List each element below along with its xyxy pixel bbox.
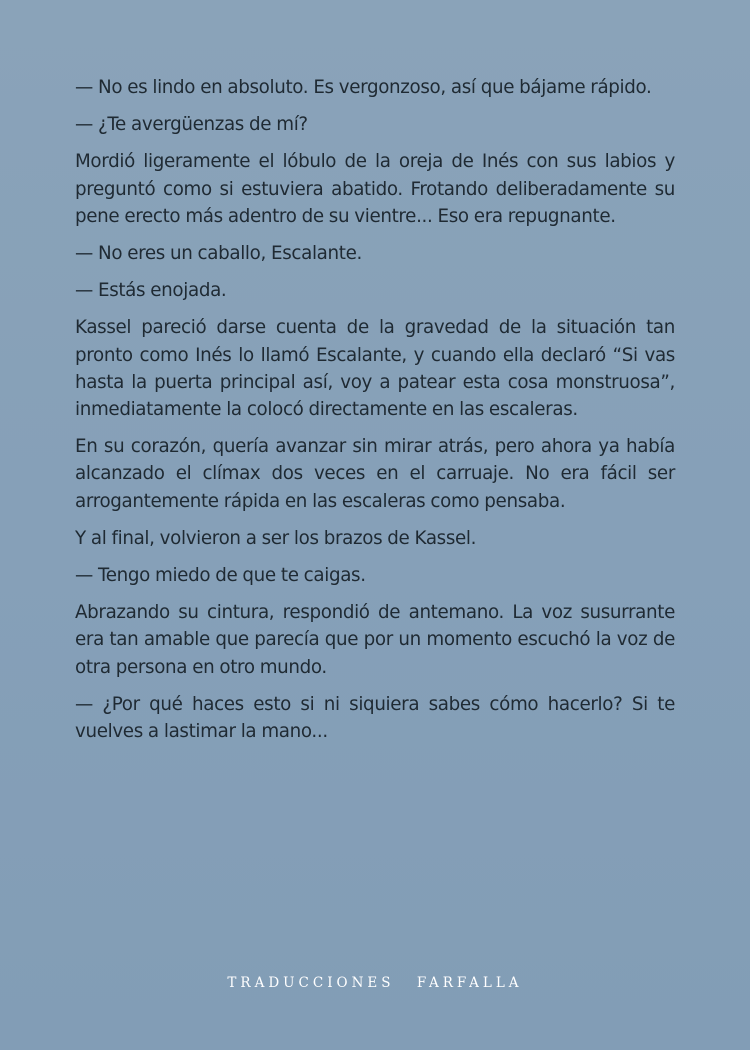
paragraph-9: — Tengo miedo de que te caigas. [75,565,366,587]
footer-word-1: TRADUCCIONES [227,975,395,991]
page-body [75,74,675,755]
paragraph-11: — ¿Por qué haces esto si ni siquiera sabes cómo hacerlo? Si te vuelves a lastimar la mano... [75,693,675,743]
paragraph-8: Y al final, volvieron a ser los brazos de Kassel. [75,527,477,549]
paragraph-3: Mordió ligeramente el lóbulo de la oreja de Inés con sus labios y preguntó como si estuviera abatido. Frotando deliberadamente su pene erecto más adentro de su vientre... Eso era repugnante. [75,151,675,227]
paragraph-1: — No es lindo en absoluto. Es vergonzoso, así que bájame rápido. [75,77,652,98]
paragraph-7: En su corazón, quería avanzar sin mirar atrás, pero ahora ya había alcanzado el clímax dos veces en el carruaje. No era fácil ser arrogantemente rápida en las escaleras como pensaba. [75,436,675,512]
paragraph-2: — ¿Te avergüenzas de mí? [75,114,308,136]
footer-word-2: FARFALLA [416,975,523,991]
paragraph-10: Abrazando su cintura, respondió de antemano. La voz susurrante era tan amable que parecía que por un momento escuchó la voz de otra persona en otro mundo. [75,602,675,678]
paragraph-4: — No eres un caballo, Escalante. [75,243,362,265]
footer-credit [0,975,750,991]
paragraph-5: — Estás enojada. [75,280,227,302]
paragraph-6: Kassel pareció darse cuenta de la gravedad de la situación tan pronto como Inés lo llamó Escalante, y cuando ella declaró “Si vas hasta la puerta principal así, voy a patear esta cosa monstruosa”, inmediatamente la colocó directamente en las escaleras. [75,317,675,421]
